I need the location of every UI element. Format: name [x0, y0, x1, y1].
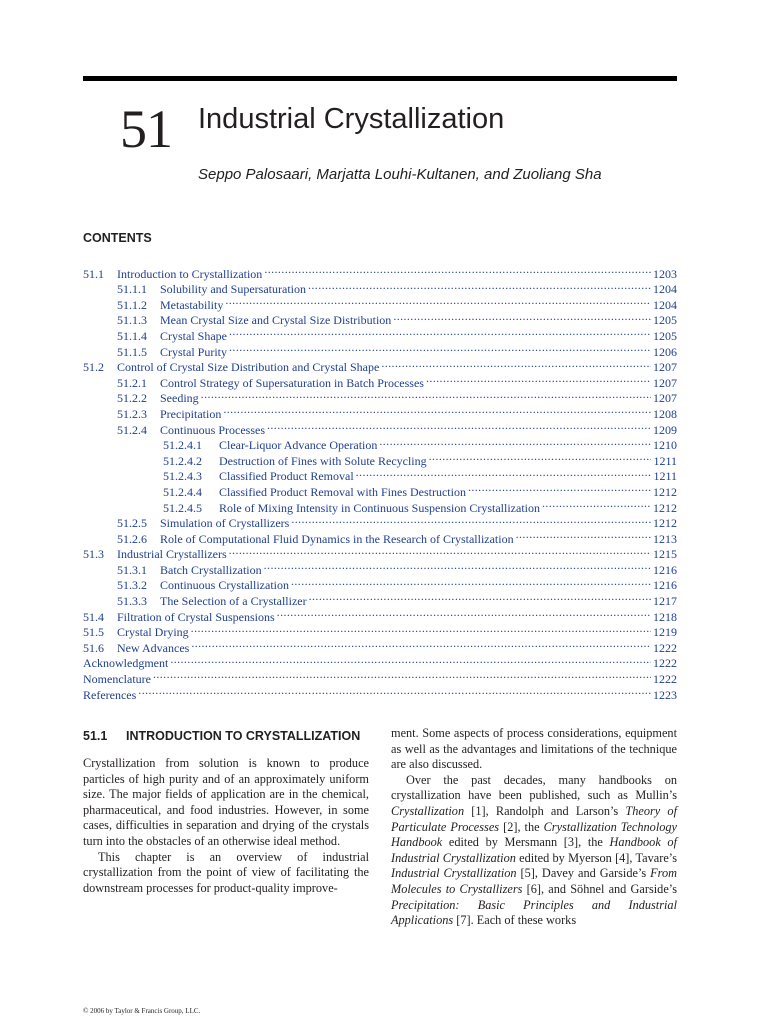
toc-leader-dots — [264, 558, 651, 574]
italic-title: Theory of Particulate Processes — [391, 803, 677, 834]
toc-leader-dots — [170, 652, 651, 668]
toc-entry-title: Introduction to Crystallization — [117, 266, 263, 281]
toc-entry-number: 51.3 — [83, 547, 104, 562]
toc-entry-page: 1205 — [653, 328, 677, 343]
toc-entry-page: 1216 — [653, 578, 677, 593]
toc-entry-title: References — [83, 687, 137, 702]
toc-leader-dots — [138, 683, 651, 699]
toc-entry-number: 51.1 — [83, 266, 104, 281]
toc-leader-dots — [379, 434, 651, 450]
toc-entry-number: 51.5 — [83, 625, 104, 640]
toc-entry-page: 1204 — [653, 282, 677, 297]
toc-entry-title: Precipitation — [160, 406, 222, 421]
section-number: 51.1 — [83, 729, 108, 743]
toc-entry-page: 1211 — [653, 469, 677, 484]
toc-entry-title: Control Strategy of Supersaturation in Batch Processes — [160, 375, 424, 390]
toc-entry-page: 1222 — [653, 672, 677, 687]
right-column — [391, 726, 677, 929]
toc-leader-dots — [542, 496, 651, 512]
toc-leader-dots — [225, 293, 651, 309]
toc-entry-title: Classified Product Removal with Fines Destruction — [219, 484, 466, 499]
toc-entry-number: 51.2.4.1 — [163, 438, 202, 453]
left-column — [83, 726, 369, 896]
toc-entry[interactable] — [83, 652, 677, 671]
toc-entry-page: 1222 — [653, 640, 677, 655]
toc-entry-title: Industrial Crystallizers — [117, 547, 227, 562]
toc-leader-dots — [429, 449, 652, 465]
toc-entry-page: 1209 — [653, 422, 677, 437]
toc-entry-number: 51.3.1 — [117, 562, 147, 577]
toc-entry-page: 1211 — [653, 453, 677, 468]
toc-leader-dots — [308, 278, 651, 294]
section-title: INTRODUCTION TO CRYSTALLIZATION — [126, 729, 361, 743]
toc-entry-page: 1203 — [653, 266, 677, 281]
toc-leader-dots — [201, 387, 651, 403]
toc-entry-page: 1208 — [653, 406, 677, 421]
toc-entry-page: 1212 — [653, 484, 677, 499]
toc-entry-title: New Advances — [117, 640, 190, 655]
toc-entry-number: 51.2.2 — [117, 391, 147, 406]
toc-entry-title: The Selection of a Crystallizer — [160, 594, 307, 609]
toc-entry-number: 51.2.4 — [117, 422, 147, 437]
toc-leader-dots — [191, 621, 651, 637]
toc-entry[interactable] — [83, 667, 677, 687]
toc-entry-title: Destruction of Fines with Solute Recycling — [219, 453, 427, 468]
toc-entry-title: Crystal Shape — [160, 328, 227, 343]
toc-entry-number: 51.1.5 — [117, 344, 147, 359]
body-paragraph: Crystallization from solution is known to produce particles of high purity and of an approximately uniform size. The major fields of application are in the chemical, pharmaceutical, and food industries. However, in some cases, difficulties in separation and drying of the crystals turn into the obstacles of an otherwise ideal method. — [83, 756, 369, 848]
toc-entry-number: 51.1.1 — [117, 282, 147, 297]
toc-entry-title: Acknowledgment — [83, 656, 169, 671]
toc-entry-page: 1219 — [653, 625, 677, 640]
toc-leader-dots — [291, 574, 651, 590]
toc-leader-dots — [223, 402, 651, 418]
toc-entry-title: Role of Mixing Intensity in Continuous Suspension Crystallization — [219, 500, 540, 515]
toc-entry-page: 1212 — [653, 500, 677, 515]
toc-entry-number: 51.3.2 — [117, 578, 147, 593]
text-run: [2], the — [499, 819, 544, 834]
toc-entry-title: Continuous Crystallization — [160, 578, 289, 593]
toc-entry-number: 51.4 — [83, 609, 104, 624]
toc-entry-number: 51.2 — [83, 360, 104, 375]
text-run: Over the past decades, many handbooks on crystallization have been published, such as Mullin’s — [391, 772, 677, 803]
toc-entry-number: 51.2.4.3 — [163, 469, 202, 484]
toc-entry-page: 1204 — [653, 297, 677, 312]
toc-entry-page: 1210 — [653, 438, 677, 453]
table-of-contents — [83, 262, 677, 702]
toc-entry-page: 1222 — [653, 656, 677, 671]
toc-entry-page: 1213 — [653, 531, 677, 546]
toc-leader-dots — [291, 512, 651, 528]
toc-entry[interactable] — [83, 683, 677, 702]
toc-entry-title: Nomenclature — [83, 672, 151, 687]
toc-leader-dots — [153, 667, 651, 683]
text-run: edited by Myerson [4], Tavare’s — [515, 850, 678, 865]
toc-entry-title: Continuous Processes — [160, 422, 265, 437]
toc-entry-number: 51.2.6 — [117, 531, 147, 546]
toc-entry-title: Solubility and Supersaturation — [160, 282, 306, 297]
toc-entry-number: 51.3.3 — [117, 594, 147, 609]
toc-entry-number: 51.6 — [83, 640, 104, 655]
toc-entry-title: Clear-Liquor Advance Operation — [219, 438, 378, 453]
toc-entry-number: 51.2.4.4 — [163, 484, 202, 499]
text-run: [7]. Each of these works — [453, 913, 577, 928]
italic-title: Crystallization Technology Handbook — [391, 819, 677, 850]
text-run: [1], Randolph and Larson’s — [464, 803, 626, 818]
toc-leader-dots — [267, 418, 651, 434]
toc-entry-number: 51.1.3 — [117, 313, 147, 328]
toc-entry-title: Crystal Drying — [117, 625, 189, 640]
toc-leader-dots — [229, 340, 651, 356]
text-run: edited by Mersmann [3], the — [442, 835, 610, 850]
toc-leader-dots — [309, 589, 651, 605]
toc-leader-dots — [264, 262, 651, 278]
toc-leader-dots — [381, 356, 651, 372]
toc-entry-number: 51.2.3 — [117, 406, 147, 421]
toc-entry-title: Metastability — [160, 297, 224, 312]
toc-entry-page: 1212 — [653, 516, 677, 531]
text-run: [5], Davey and Garside’s — [516, 866, 651, 881]
toc-entry-page: 1207 — [653, 375, 677, 390]
toc-entry-page: 1207 — [653, 391, 677, 406]
body-paragraph: This chapter is an overview of industrial crystallization from the point of view of facilitating the downstream processes for product-quality improve- — [83, 849, 369, 895]
copyright-notice: © 2006 by Taylor & Francis Group, LLC. — [83, 1007, 201, 1015]
text-run: [6], and Söhnel and Garside’s — [522, 881, 677, 896]
toc-leader-dots — [468, 480, 651, 496]
toc-entry-page: 1216 — [653, 562, 677, 577]
toc-leader-dots — [393, 309, 651, 325]
toc-leader-dots — [277, 605, 651, 621]
toc-leader-dots — [229, 543, 651, 559]
toc-entry-title: Mean Crystal Size and Crystal Size Distribution — [160, 313, 392, 328]
italic-title: Handbook of Industrial Crystallization — [391, 835, 677, 865]
toc-leader-dots — [516, 527, 651, 543]
toc-entry-page: 1217 — [653, 594, 677, 609]
toc-entry-number: 51.2.4.5 — [163, 500, 202, 515]
toc-leader-dots — [426, 371, 651, 387]
toc-leader-dots — [191, 636, 651, 652]
toc-entry-page: 1218 — [653, 609, 677, 624]
toc-leader-dots — [229, 324, 651, 340]
toc-entry-title: Control of Crystal Size Distribution and Crystal Shape — [117, 360, 380, 375]
toc-entry-page: 1206 — [653, 344, 677, 359]
italic-title: Industrial Crystallization — [391, 866, 517, 881]
toc-entry-title: Classified Product Removal — [219, 469, 354, 484]
toc-entry-number: 51.2.5 — [117, 516, 147, 531]
chapter-title: Industrial Crystallization — [198, 103, 505, 135]
section-heading — [83, 726, 369, 746]
toc-entry-title: Role of Computational Fluid Dynamics in the Research of Crystallization — [160, 531, 514, 546]
toc-entry-number: 51.2.1 — [117, 375, 147, 390]
chapter-authors: Seppo Palosaari, Marjatta Louhi-Kultanen, and Zuoliang Sha — [198, 166, 602, 183]
toc-entry-number: 51.1.2 — [117, 297, 147, 312]
toc-leader-dots — [356, 465, 652, 481]
body-paragraph-references — [391, 773, 677, 929]
body-paragraph: ment. Some aspects of process considerations, equipment as well as the advantages and limitations of the technique are also discussed. — [391, 726, 677, 772]
toc-entry-title: Seeding — [160, 391, 199, 406]
toc-entry-number: 51.1.4 — [117, 328, 147, 343]
chapter-number: 51 — [120, 99, 172, 159]
toc-entry-page: 1215 — [653, 547, 677, 562]
top-rule — [83, 76, 677, 81]
toc-entry-page: 1223 — [653, 687, 677, 702]
italic-title: Crystallization — [391, 803, 465, 818]
toc-entry[interactable] — [83, 262, 677, 281]
italic-title: From Molecules to Crystallizers — [391, 866, 677, 896]
toc-entry-title: Crystal Purity — [160, 344, 228, 359]
italic-title: Precipitation: Basic Principles and Industrial Applications — [391, 897, 677, 928]
toc-entry-title: Simulation of Crystallizers — [160, 516, 290, 531]
contents-heading: CONTENTS — [83, 231, 152, 245]
toc-entry-number: 51.2.4.2 — [163, 453, 202, 468]
toc-entry-title: Batch Crystallization — [160, 562, 262, 577]
toc-entry-page: 1207 — [653, 360, 677, 375]
toc-entry-title: Filtration of Crystal Suspensions — [117, 609, 275, 624]
toc-entry-page: 1205 — [653, 313, 677, 328]
